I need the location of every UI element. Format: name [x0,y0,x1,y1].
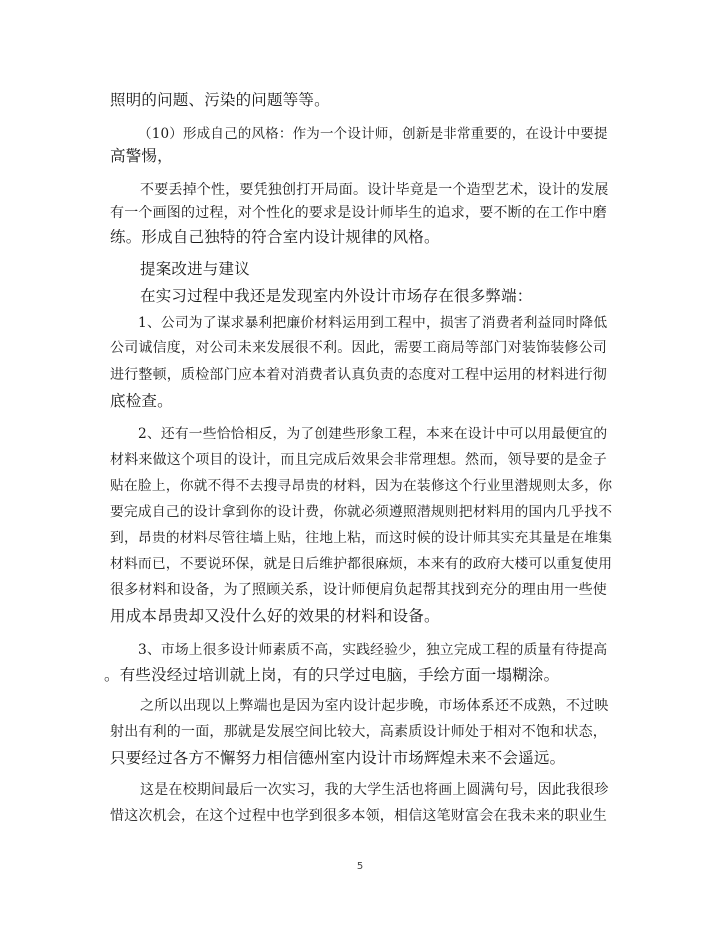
text-line: 用成本昂贵却又没什么好的效果的材料和设备。 [110,607,440,625]
text-line: 到，昂贵的材料尽管往墙上贴，往地上粘，而这时候的设计师其实充其量是在堆集 [110,530,613,546]
text-line: 底检查。 [110,392,173,410]
text-line: 高警惕， [110,147,173,165]
text-line: 有一个画图的过程，对个性化的要求是设计师毕生的追求，要不断的在工作中磨 [110,205,607,221]
text-line: 要完成自己的设计拿到你的设计费，你就必须遵照潜规则把材料用的国内几乎找不 [110,504,613,520]
text-line: 只要经过各方不懈努力相信德州室内设计市场辉煌未来不会遥远。 [110,749,566,767]
text-line: 3、市场上很多设计师素质不高，实践经验少，独立完成工程的质量有待提高 [138,642,608,658]
text-line: 不要丢掉个性，要凭独创打开局面。设计毕竟是一个造型艺术，设计的发展 [140,182,609,198]
text-line: 之所以出现以上弊端也是因为室内设计起步晚，市场体系还不成熟，不过映 [140,698,609,714]
text-line: 练。形成自己独特的符合室内设计规律的风格。 [110,228,440,246]
text-line: 材料而已，不要说环保，就是日后维护都很麻烦，本来有的政府大楼可以重复使用 [110,556,613,572]
text-line: 惜这次机会，在这个过程中也学到很多本领，相信这笔财富会在我未来的职业生 [110,808,607,824]
section-heading: 提案改进与建议 [140,260,250,278]
text-line: 进行整顿，质检部门应本着对消费者认真负责的态度对工程中运用的材料进行彻 [110,367,607,383]
text-line: 射出有利的一面，那就是发展空间比较大，高素质设计师处于相对不饱和状态， [110,724,607,740]
text-line: 1、公司为了谋求暴利把廉价材料运用到工程中，损害了消费者利益同时降低 [138,315,608,331]
text-line: （10）形成自己的风格：作为一个设计师，创新是非常重要的，在设计中要提 [138,126,608,142]
text-line: 公司诚信度，对公司未来发展很不利。因此，需要工商局等部门对装饰装修公司 [110,340,607,356]
text-line: 贴在脸上，你就不得不去搜寻昂贵的材料，因为在装修这个行业里潜规则太多，你 [110,478,613,494]
text-line: 很多材料和设备，为了照顾关系，设计师便肩负起帮其找到充分的理由用一些使 [110,582,607,598]
text-line: 。有些没经过培训就上岗，有的只学过电脑，手绘方面一塌糊涂。 [104,666,560,684]
text-line: 在实习过程中我还是发现室内外设计市场存在很多弊端： [140,287,533,305]
text-line: 材料来做这个项目的设计，而且完成后效果会非常理想。然而，领导要的是金子 [110,452,607,468]
text-line: 2、还有一些恰恰相反，为了创建些形象工程，本来在设计中可以用最便宜的 [138,426,608,442]
text-line: 照明的问题、污染的问题等等。 [110,91,330,109]
text-line: 这是在校期间最后一次实习，我的大学生活也将画上圆满句号，因此我很珍 [140,782,609,798]
page-number: 5 [356,861,364,872]
